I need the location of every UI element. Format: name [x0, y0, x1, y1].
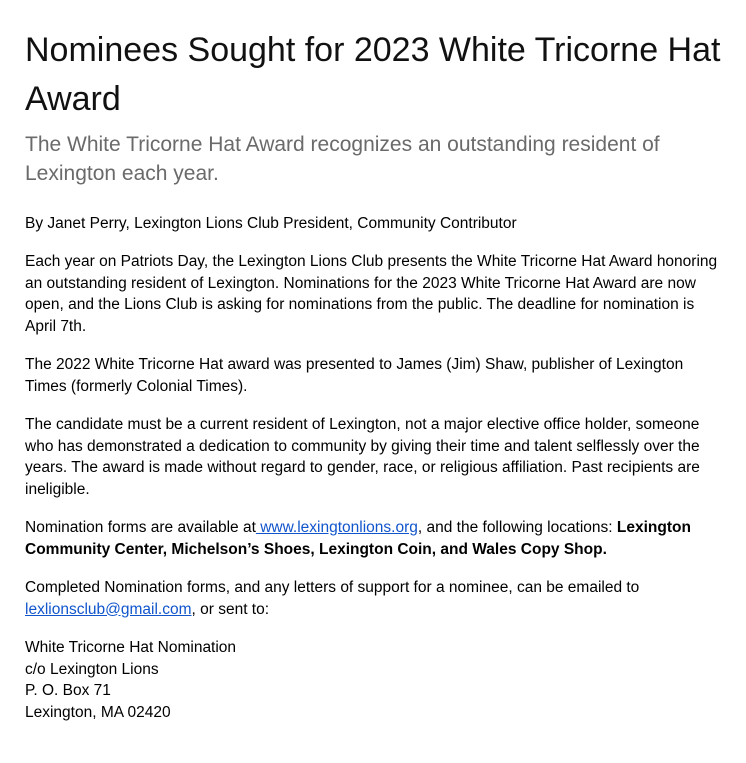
- article-subtitle: The White Tricorne Hat Award recognizes an outstanding resident of Lexington each year.: [25, 133, 660, 185]
- forms-locations: Lexington Community Center, Michelson’s Shoes, Lexington Coin, and Wales Copy Shop.: [25, 519, 691, 558]
- address-line: P. O. Box 71: [25, 682, 111, 699]
- address-line: Lexington, MA 02420: [25, 703, 171, 721]
- email-link[interactable]: lexlionsclub@gmail.com: [25, 600, 192, 618]
- address-line: c/o Lexington Lions: [25, 660, 159, 678]
- mailing-address: [25, 637, 725, 723]
- lions-website-link[interactable]: www.lexingtonlions.org: [255, 519, 418, 536]
- paragraph-eligibility: The candidate must be a current resident of Lexington, not a major elective office holder, someone who has demonstrated a dedication to community by giving their time and talent selflessly over the years. The award is made without regard to gender, race, or religious affiliation. Past recipients are ineligible.: [25, 416, 700, 498]
- paragraph-email: [25, 577, 725, 620]
- paragraph-nomination-forms: [25, 517, 725, 560]
- paragraph-2022-recipient: The 2022 White Tricorne Hat award was presented to James (Jim) Shaw, publisher of Lexington Times (formerly Colonial Times).: [25, 356, 684, 395]
- email-outro-text: , or sent to:: [191, 600, 270, 618]
- article-headline: Nominees Sought for 2023 White Tricorne Hat Award: [25, 31, 721, 118]
- forms-after-link-text: , and the following locations:: [417, 519, 617, 536]
- forms-intro-text: Nomination forms are available at: [25, 519, 256, 536]
- address-line: White Tricorne Hat Nomination: [25, 639, 237, 656]
- paragraph-patriots-day: Each year on Patriots Day, the Lexington Lions Club presents the White Tricorne Hat Award honoring an outstanding resident of Lexington. Nominations for the 2023 White Tricorne Hat Award are now open, and the Lions Club is asking for nominations from the public. The deadline for nomination is April 7th.: [25, 253, 718, 335]
- article-byline: By Janet Perry, Lexington Lions Club President, Community Contributor: [25, 215, 517, 232]
- email-intro-text: Completed Nomination forms, and any letters of support for a nominee, can be emailed to: [25, 579, 640, 596]
